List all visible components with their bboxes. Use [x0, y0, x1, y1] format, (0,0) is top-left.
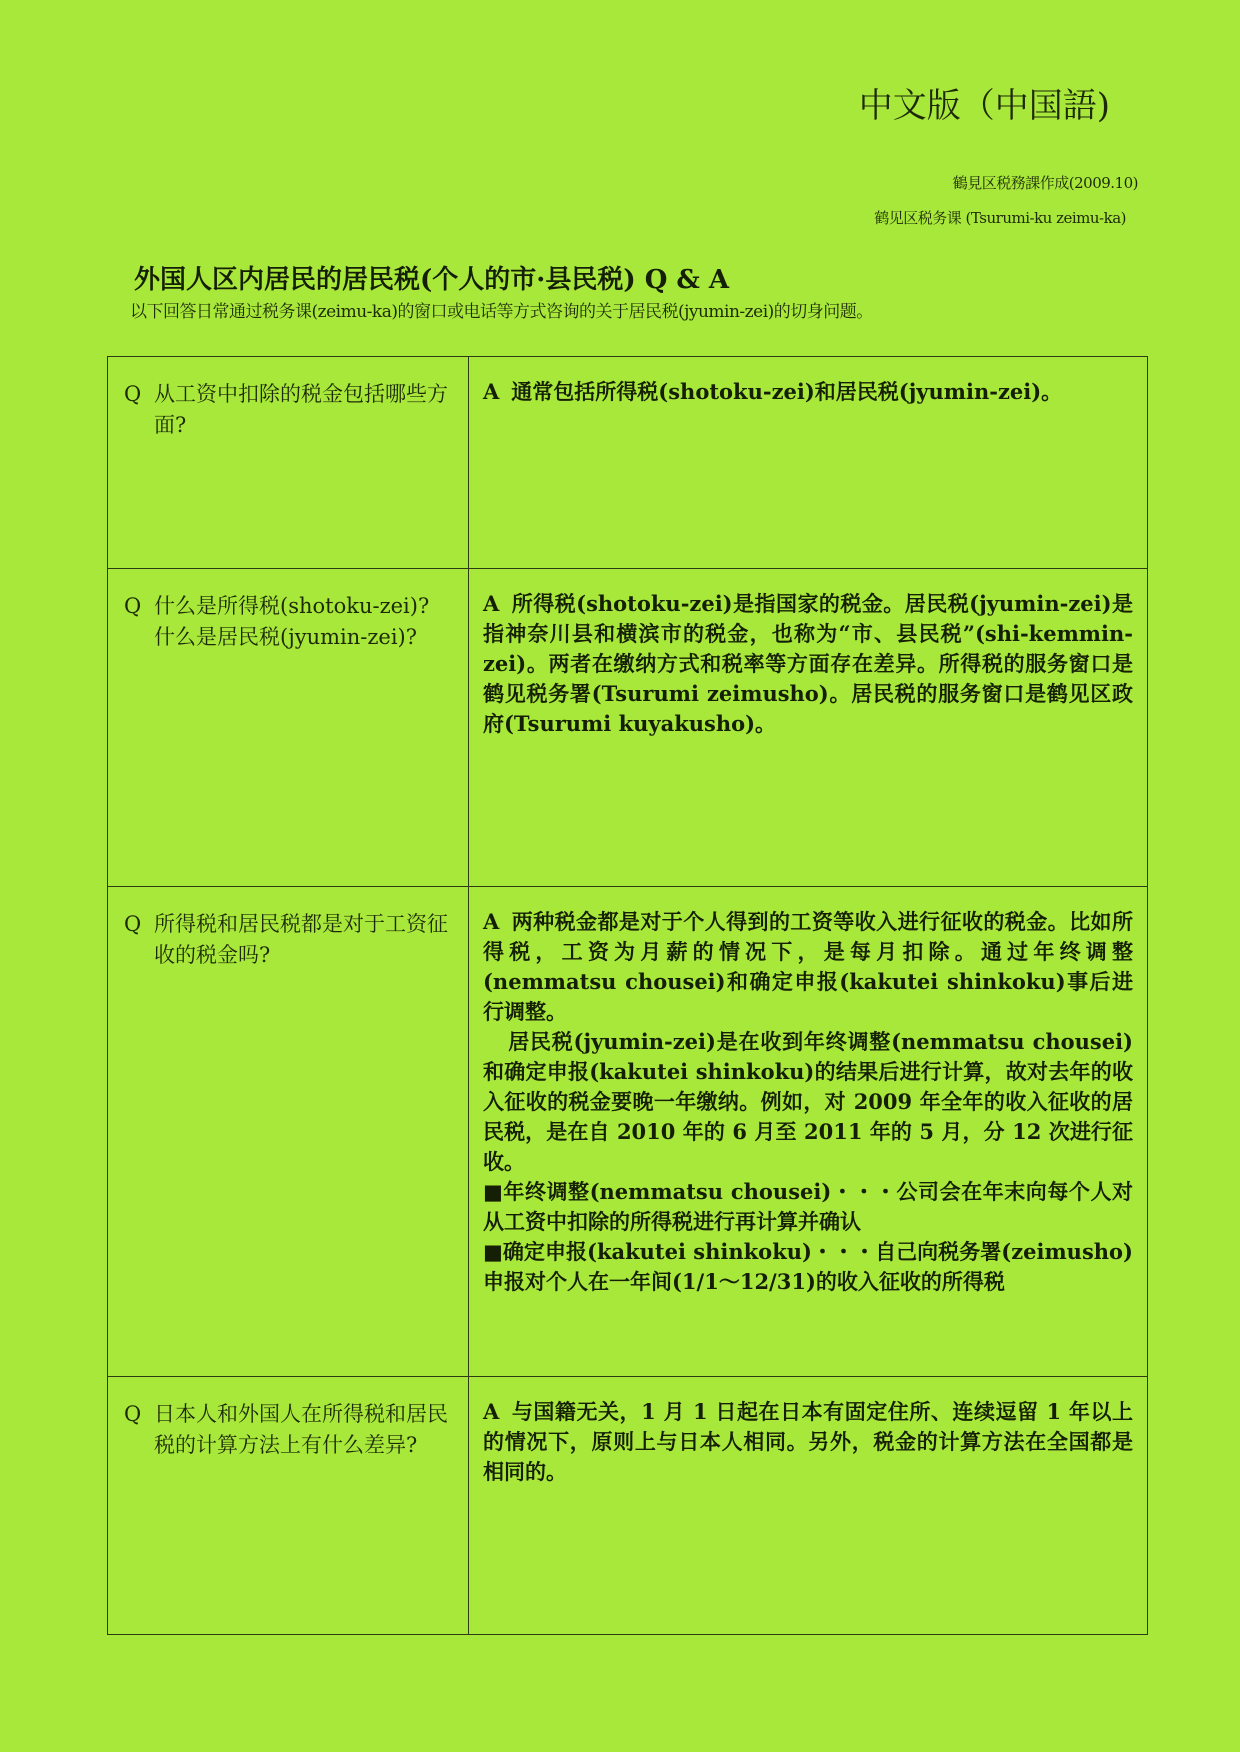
answer-cell — [469, 357, 1148, 569]
answer-paragraph: 居民税(jyumin-zei)是在收到年终调整(nemmatsu chousei)和确定申报(kakutei shinkoku)的结果后进行计算，故对去年的收入征收的税金要晚一年缴纳。例如，对 2009 年全年的收入征收的居民税，是在自 2010 年的 6 月至 2011 年的 5 月，分 12 次进行征收。 — [483, 1029, 1133, 1174]
answer-marker: A — [483, 591, 500, 616]
answer-text: 所得税(shotoku-zei)是指国家的税金。居民税(jyumin-zei)是指神奈川县和横滨市的税金，也称为“市、县民税”(shi-kemmin-zei)。两者在缴纳方式和税率等方面存在差异。所得税的服务窗口是鹤见税务署(Tsurumi zeimusho)。居民税的服务窗口是鹤见区政府(Tsurumi kuyakusho)。 — [483, 591, 1133, 736]
answer-paragraph — [483, 1397, 1133, 1487]
question-text: 什么是所得税(shotoku-zei)? 什么是居民税(jyumin-zei)? — [154, 594, 430, 649]
answer-marker: A — [483, 1399, 500, 1424]
question-cell — [108, 887, 469, 1377]
qa-table — [107, 356, 1148, 1635]
qa-row — [108, 1377, 1148, 1635]
author-note-chinese: 鹤见区税务课 (Tsurumi-ku zeimu-ka) — [874, 209, 1126, 227]
question-marker: Q — [124, 594, 142, 618]
question-cell — [108, 1377, 469, 1635]
qa-row — [108, 357, 1148, 569]
answer-text: 通常包括所得税(shotoku-zei)和居民税(jyumin-zei)。 — [511, 379, 1063, 404]
qa-row — [108, 569, 1148, 887]
author-note-japanese: 鶴見区税務課作成(2009.10) — [952, 174, 1138, 192]
question-text: 日本人和外国人在所得税和居民税的计算方法上有什么差异? — [154, 1402, 448, 1457]
question-cell — [108, 569, 469, 887]
answer-text: 两种税金都是对于个人得到的工资等收入进行征收的税金。比如所得税，工资为月薪的情况下，是每月扣除。通过年终调整(nemmatsu chousei)和确定申报(kakutei shinkoku)事后进行调整。 — [483, 909, 1133, 1024]
answer-marker: A — [483, 909, 500, 934]
answer-cell — [469, 569, 1148, 887]
document-title: 外国人区内居民的居民税(个人的市·县民税) Q & A — [134, 265, 730, 295]
answer-cell — [469, 1377, 1148, 1635]
question-text: 所得税和居民税都是对于工资征收的税金吗? — [154, 912, 448, 967]
question-text: 从工资中扣除的税金包括哪些方面? — [154, 382, 448, 437]
answer-cell — [469, 887, 1148, 1377]
question-marker: Q — [124, 382, 142, 406]
answer-paragraph — [483, 377, 1133, 407]
question-cell — [108, 357, 469, 569]
answer-note: ■确定申报(kakutei shinkoku)・・・自己向税务署(zeimusho)申报对个人在一年间(1/1～12/31)的收入征收的所得税 — [483, 1239, 1133, 1294]
answer-note: ■年终调整(nemmatsu chousei)・・・公司会在年末向每个人对从工资中扣除的所得税进行再计算并确认 — [483, 1179, 1133, 1234]
answer-paragraph — [483, 907, 1133, 1027]
answer-marker: A — [483, 379, 500, 404]
language-version-title: 中文版（中国語) — [858, 86, 1110, 126]
question-marker: Q — [124, 1402, 142, 1426]
answer-paragraph — [483, 589, 1133, 739]
question-marker: Q — [124, 912, 142, 936]
intro-text: 以下回答日常通过税务课(zeimu-ka)的窗口或电话等方式咨询的关于居民税(jyumin-zei)的切身问题。 — [130, 302, 873, 322]
qa-row — [108, 887, 1148, 1377]
answer-text: 与国籍无关，1 月 1 日起在日本有固定住所、连续逗留 1 年以上的情况下，原则上与日本人相同。另外，税金的计算方法在全国都是相同的。 — [483, 1399, 1133, 1484]
